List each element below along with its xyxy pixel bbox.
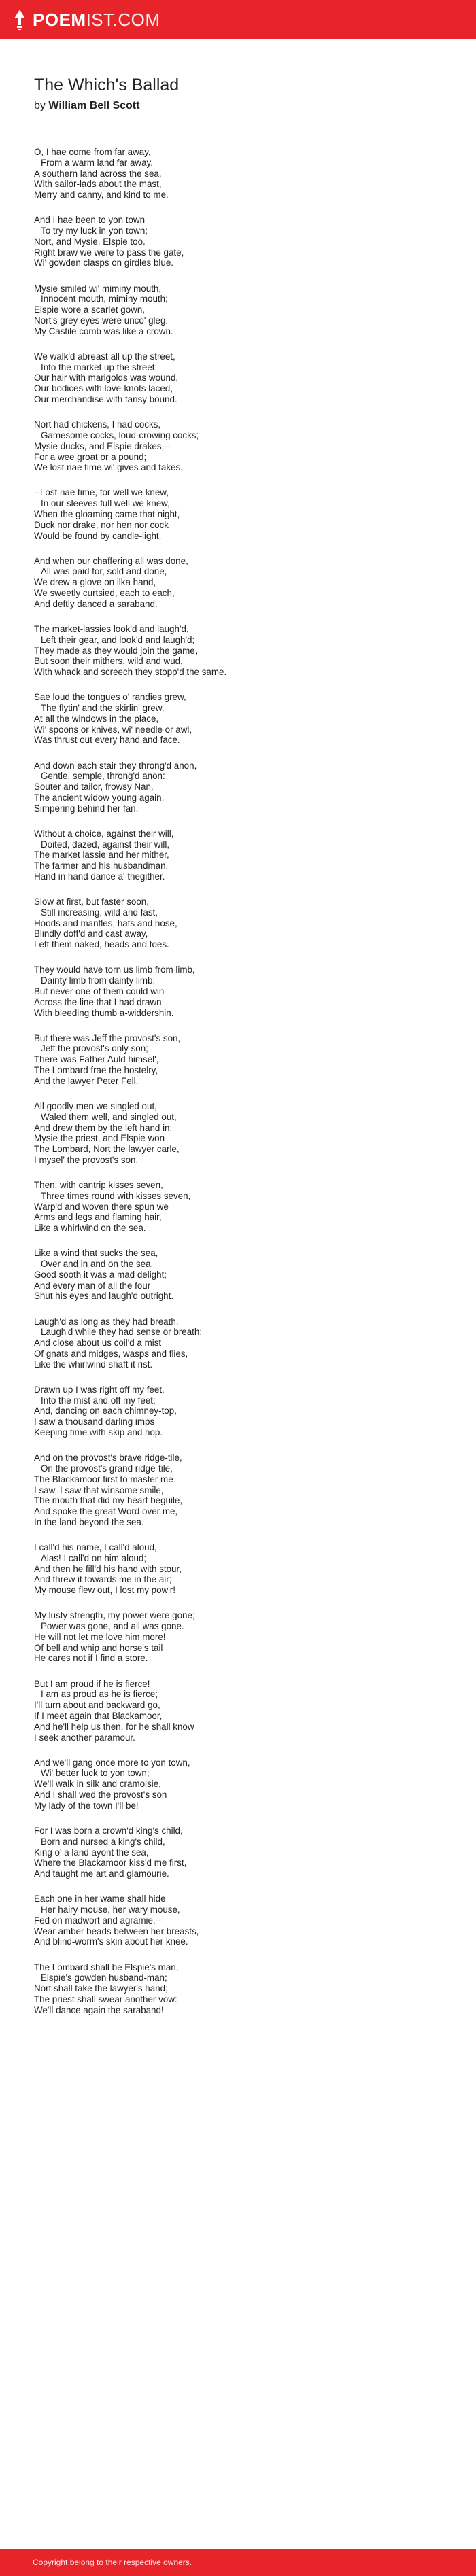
- site-logo[interactable]: [12, 7, 160, 32]
- poem-line: But never one of them could win: [34, 986, 165, 996]
- poem-line: King o' a land ayont the sea,: [34, 1847, 149, 1858]
- poem-line: I call'd his name, I call'd aloud,: [34, 1542, 157, 1553]
- poem-line: Of gnats and midges, wasps and flies,: [34, 1348, 188, 1359]
- poem-line: Without a choice, against their will,: [34, 828, 174, 839]
- poem-line: To try my luck in yon town;: [41, 226, 148, 237]
- poem-line: Alas! I call'd on him aloud;: [41, 1552, 147, 1563]
- poem-stanza: [34, 1385, 456, 1438]
- poem-line: A southern land across the sea,: [34, 168, 162, 179]
- poem-line: The mouth that did my heart beguile,: [34, 1495, 183, 1506]
- poem-line: Our hair with marigolds was wound,: [34, 372, 179, 383]
- poem-stanza: [34, 624, 456, 678]
- poem-line: Of bell and whip and horse's tail: [34, 1642, 163, 1653]
- poem-line: Hand in hand dance a' thegither.: [34, 871, 165, 882]
- poem-line: We'll walk in silk and cramoisie,: [34, 1779, 161, 1790]
- poem-line: The priest shall swear another vow:: [34, 1994, 177, 2004]
- poem-line: And every man of all the four: [34, 1280, 151, 1291]
- poem-line: Left them naked, heads and toes.: [34, 939, 169, 950]
- poem-line: With whack and screech they stopp'd the same.: [34, 667, 227, 678]
- poem-line: We walk'd abreast all up the street,: [34, 351, 175, 362]
- poem-stanza: [34, 487, 456, 541]
- poem-line: My lady of the town I'll be!: [34, 1800, 139, 1811]
- poem-line: With sailor-lads about the mast,: [34, 179, 162, 190]
- poem-stanza: [34, 1962, 456, 2016]
- poem-line: Jeff the provost's only son;: [41, 1043, 148, 1054]
- poem-line: Elspie's gowden husband-man;: [41, 1972, 167, 1983]
- poem-line: There was Father Auld himsel',: [34, 1054, 159, 1065]
- poem-byline: [34, 99, 456, 113]
- poem-line: We drew a glove on ilka hand,: [34, 577, 156, 588]
- poem-stanza: [34, 147, 456, 201]
- poem-line: From a warm land far away,: [41, 157, 153, 168]
- poem-line: At all the windows in the place,: [34, 713, 159, 724]
- poem-line: The Lombard shall be Elspie's man,: [34, 1962, 179, 1972]
- poem-line: Arms and legs and flaming hair,: [34, 1212, 162, 1223]
- poem-line: I am as proud as he is fierce;: [41, 1689, 158, 1700]
- poem-line: Souter and tailor, frowsy Nan,: [34, 782, 154, 793]
- poem-line: Our bodices with love-knots laced,: [34, 383, 173, 394]
- poem-stanza: [34, 897, 456, 950]
- poem-line: Mysie the priest, and Elspie won: [34, 1133, 165, 1144]
- poem-line: The farmer and his husbandman,: [34, 860, 169, 871]
- poem-line: But there was Jeff the provost's son,: [34, 1032, 181, 1043]
- poem-line: We lost nae time wi' gives and takes.: [34, 462, 183, 473]
- poem-line: Mysie smiled wi' miminy mouth,: [34, 283, 162, 294]
- poem-stanza: [34, 1610, 456, 1664]
- logo-wordmark-bold: POEM: [33, 9, 86, 30]
- poem-line: And taught me art and glamourie.: [34, 1868, 169, 1879]
- poem-line: The market-lassies look'd and laugh'd,: [34, 623, 189, 634]
- poem-line: For a wee groat or a pound;: [34, 451, 147, 462]
- poem-stanza: [34, 1033, 456, 1087]
- poem-line: And then he fill'd his hand with stour,: [34, 1563, 182, 1574]
- poem-line: And the lawyer Peter Fell.: [34, 1075, 139, 1086]
- poem-line: Wi' gowden clasps on girdles blue.: [34, 258, 174, 268]
- copyright-text: Copyright belong to their respective owners.: [33, 2558, 192, 2567]
- site-header: [0, 0, 476, 39]
- poem-stanza: [34, 1317, 456, 1370]
- poem-line: My Castile comb was like a crown.: [34, 326, 173, 336]
- poem-line: Gamesome cocks, loud-crowing cocks;: [41, 430, 199, 440]
- poem-line: They made as they would join the game,: [34, 645, 198, 656]
- poem-stanza: [34, 351, 456, 405]
- poem-line: Like a wind that sucks the sea,: [34, 1248, 158, 1259]
- poem-line: I seek another paramour.: [34, 1732, 135, 1743]
- poem-line: Born and nursed a king's child,: [41, 1836, 165, 1847]
- poem-line: Sae loud the tongues o' randies grew,: [34, 692, 186, 703]
- poem-line: And when our chaffering all was done,: [34, 555, 188, 566]
- poem-line: The ancient widow young again,: [34, 792, 165, 803]
- poem-line: Where the Blackamoor kiss'd me first,: [34, 1858, 187, 1868]
- poem-stanza: [34, 1180, 456, 1234]
- poem-line: Into the market up the street;: [41, 362, 158, 372]
- poem-line: And, dancing on each chimney-top,: [34, 1406, 177, 1416]
- poem-stanza: [34, 964, 456, 1018]
- poem-line: Power was gone, and all was gone.: [41, 1621, 184, 1632]
- poem-line: In the land beyond the sea.: [34, 1516, 144, 1527]
- poem-stanza: [34, 829, 456, 882]
- poem-line: I saw a thousand darling imps: [34, 1416, 155, 1427]
- poem-line: The Blackamoor first to master me: [34, 1474, 173, 1484]
- poem-stanza: [34, 1758, 456, 1811]
- poem-body: [34, 147, 456, 2015]
- poem-line: Like the whirlwind shaft it rist.: [34, 1359, 153, 1370]
- poem-line: In our sleeves full well we knew,: [41, 498, 170, 509]
- poem-line: Her hairy mouse, her wary mouse,: [41, 1904, 180, 1915]
- poem-line: He cares not if I find a store.: [34, 1653, 148, 1664]
- poem-stanza: [34, 1248, 456, 1302]
- poem-line: If I meet again that Blackamoor,: [34, 1710, 163, 1721]
- poem-line: The Lombard, Nort the lawyer carle,: [34, 1144, 180, 1155]
- by-label: by: [34, 100, 46, 111]
- logo-wordmark-rest: IST.COM: [86, 9, 160, 30]
- poem-line: But soon their mithers, wild and wud,: [34, 656, 183, 667]
- poem-line: And he'll help us then, for he shall know: [34, 1721, 194, 1732]
- poem-line: I saw, I saw that winsome smile,: [34, 1484, 164, 1495]
- poem-line: But I am proud if he is fierce!: [34, 1678, 150, 1689]
- poem-line: We sweetly curtsied, each to each,: [34, 588, 175, 599]
- poem-line: Nort, and Mysie, Elspie too.: [34, 236, 146, 247]
- poem-line: On the provost's grand ridge-tile,: [41, 1463, 173, 1474]
- poem-line: And on the provost's brave ridge-tile,: [34, 1452, 182, 1463]
- poem-line: And I hae been to yon town: [34, 215, 146, 226]
- poem-line: Was thrust out every hand and face.: [34, 735, 180, 746]
- site-footer: [0, 2549, 476, 2576]
- poem-line: --Lost nae time, for well we knew,: [34, 487, 169, 498]
- poem-line: Would be found by candle-light.: [34, 530, 162, 541]
- poem-line: Our merchandise with tansy bound.: [34, 394, 177, 405]
- poem-line: Warp'd and woven there spun we: [34, 1201, 169, 1212]
- poem-stanza: [34, 761, 456, 814]
- poem-line: Nort had chickens, I had cocks,: [34, 419, 161, 430]
- poem-line: Right braw we were to pass the gate,: [34, 247, 184, 258]
- poem-stanza: [34, 556, 456, 610]
- poem-line: Fed on madwort and agramie,--: [34, 1915, 162, 1926]
- poem-stanza: [34, 283, 456, 337]
- poem-title: The Which's Ballad: [34, 75, 180, 94]
- poem-line: Drawn up I was right off my feet,: [34, 1384, 165, 1395]
- poem-line: Nort shall take the lawyer's hand;: [34, 1983, 168, 1994]
- logo-wordmark: [33, 10, 160, 31]
- poem-line: They would have torn us limb from limb,: [34, 964, 195, 975]
- poem-line: Keeping time with skip and hop.: [34, 1427, 163, 1438]
- poem-stanza: [34, 1679, 456, 1743]
- poem-line: Wi' spoons or knives, wi' needle or awl,: [34, 724, 192, 735]
- poem-line: Laugh'd as long as they had breath,: [34, 1316, 179, 1327]
- poem-line: All goodly men we singled out,: [34, 1100, 157, 1111]
- poem-line: Duck nor drake, nor hen nor cock: [34, 519, 169, 530]
- poem-line: Into the mist and off my feet;: [41, 1395, 156, 1406]
- poem-line: Still increasing, wild and fast,: [41, 907, 158, 918]
- poem-line: Over and in and on the sea,: [41, 1259, 154, 1270]
- poem-line: The flytin' and the skirlin' grew,: [41, 703, 165, 714]
- poem-line: And deftly danced a saraband.: [34, 598, 158, 609]
- poem-stanza: [34, 692, 456, 746]
- poem-stanza: [34, 1894, 456, 1947]
- poem-line: Dainty limb from dainty limb;: [41, 975, 156, 986]
- poem-line: And threw it towards me in the air;: [34, 1574, 172, 1585]
- poem-line: Good sooth it was a mad delight;: [34, 1269, 167, 1280]
- poem-line: Across the line that I had drawn: [34, 996, 162, 1007]
- poem-line: I'll turn about and backward go,: [34, 1700, 160, 1711]
- poem-line: Wi' better luck to yon town;: [41, 1768, 150, 1779]
- poem-line: He will not let me love him more!: [34, 1631, 166, 1642]
- poem-line: Like a whirlwind on the sea.: [34, 1223, 146, 1234]
- poem-line: Doited, dazed, against their will,: [41, 839, 170, 850]
- poem-line: Blindly doff'd and cast away,: [34, 928, 148, 939]
- poem-line: Three times round with kisses seven,: [41, 1190, 191, 1201]
- poem-stanza: [34, 1826, 456, 1879]
- poem-line: We'll dance again the saraband!: [34, 2004, 164, 2015]
- poem-stanza: [34, 215, 456, 268]
- poem-stanza: [34, 1542, 456, 1596]
- poem-line: With bleeding thumb a-widdershin.: [34, 1007, 174, 1018]
- poem-line: For I was born a crown'd king's child,: [34, 1825, 183, 1836]
- poem-line: And blind-worm's skin about her knee.: [34, 1936, 188, 1947]
- poem-content: [34, 75, 456, 2030]
- poem-line: When the gloaming came that night,: [34, 509, 180, 519]
- poem-line: And drew them by the left hand in;: [34, 1122, 173, 1133]
- poem-line: I mysel' the provost's son.: [34, 1154, 139, 1165]
- poem-line: My mouse flew out, I lost my pow'r!: [34, 1585, 175, 1596]
- poem-line: Laugh'd while they had sense or breath;: [41, 1327, 203, 1338]
- poem-line: Merry and canny, and kind to me.: [34, 190, 169, 201]
- poem-line: O, I hae come from far away,: [34, 147, 151, 157]
- poem-stanza: [34, 1101, 456, 1166]
- author-link[interactable]: William Bell Scott: [48, 100, 140, 111]
- poem-line: The market lassie and her mither,: [34, 850, 169, 860]
- poem-line: And close about us coil'd a mist: [34, 1338, 162, 1348]
- poem-line: Wear amber beads between her breasts,: [34, 1926, 199, 1936]
- poem-line: Nort's grey eyes were unco' gleg.: [34, 315, 169, 326]
- poem-line: And I shall wed the provost's son: [34, 1790, 167, 1800]
- poem-line: And down each stair they throng'd anon,: [34, 760, 197, 771]
- poem-line: Shut his eyes and laugh'd outright.: [34, 1291, 174, 1302]
- poem-line: Each one in her wame shall hide: [34, 1894, 166, 1904]
- poem-line: And spoke the great Word over me,: [34, 1506, 178, 1517]
- poem-line: Innocent mouth, miminy mouth;: [41, 294, 168, 304]
- poem-line: Waled them well, and singled out,: [41, 1111, 177, 1122]
- poem-line: Hoods and mantles, hats and hose,: [34, 918, 177, 928]
- poem-line: Then, with cantrip kisses seven,: [34, 1180, 163, 1191]
- poem-stanza: [34, 419, 456, 473]
- poem-line: Gentle, semple, throng'd anon:: [41, 771, 165, 782]
- poem-line: Mysie ducks, and Elspie drakes,--: [34, 440, 171, 451]
- quill-icon: [12, 9, 27, 31]
- poem-line: The Lombard frae the hostelry,: [34, 1065, 158, 1076]
- poem-stanza: [34, 1452, 456, 1528]
- poem-line: Simpering behind her fan.: [34, 803, 139, 814]
- poem-line: Elspie wore a scarlet gown,: [34, 304, 145, 315]
- poem-line: My lusty strength, my power were gone;: [34, 1610, 195, 1621]
- poem-line: Left their gear, and look'd and laugh'd;: [41, 634, 195, 645]
- poem-line: And we'll gang once more to yon town,: [34, 1757, 190, 1768]
- poem-line: Slow at first, but faster soon,: [34, 897, 149, 907]
- poem-line: All was paid for, sold and done,: [41, 566, 167, 577]
